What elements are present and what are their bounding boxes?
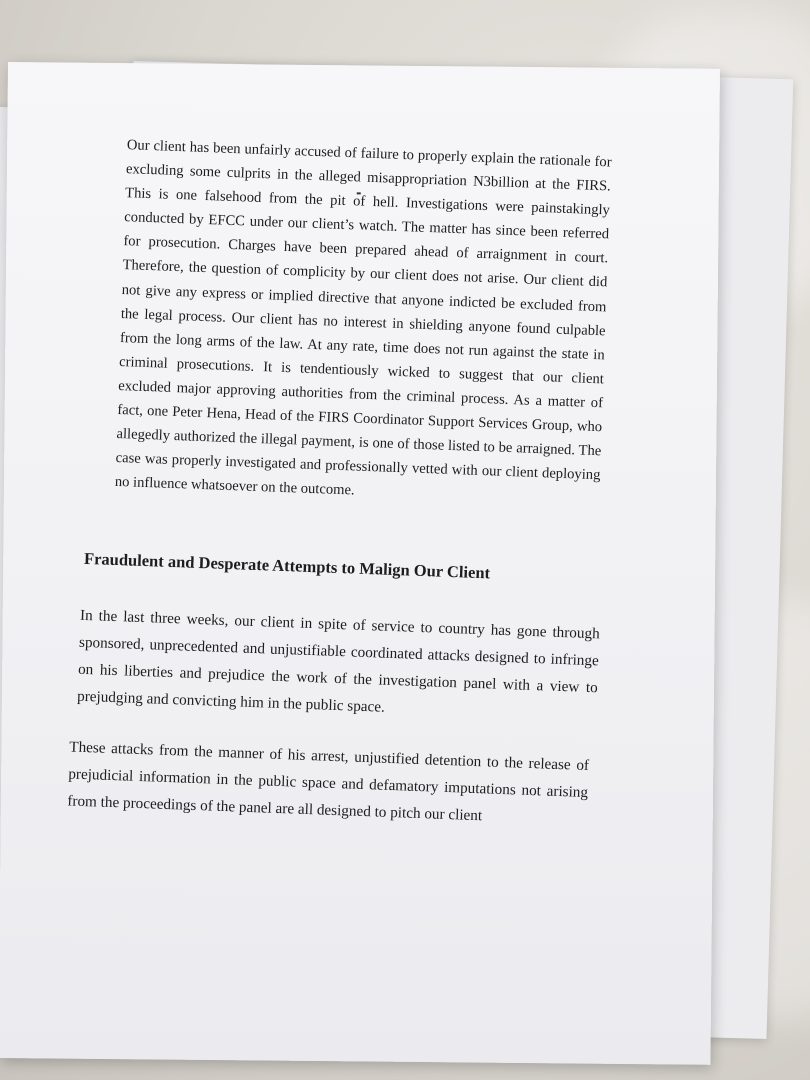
body-paragraph: In the last three weeks, our client in spite of service to country has gone through sponsored, unprecedented and unjustifiable coordinated attacks designed to infringe on his liberties and prejudice the work of the investigation panel with a view to prejudging and convicting him in the public space.	[76, 606, 601, 716]
document-page	[0, 62, 720, 1065]
section-heading: Fraudulent and Desperate Attempts to Malign Our Client	[83, 549, 491, 583]
body-paragraph: These attacks from the manner of his arrest, unjustified detention to the release of prejudicial information in the public space and defamatory imputations not arising from the proceedings of the panel are all designed to pitch our client	[67, 737, 590, 824]
body-paragraph: Our client has been unfairly accused of failure to properly explain the rationale for excluding some culprits in the alleged misappropriation N3billion at the FIRS. This is one falsehood from the pit of hell. Investigations were painstakingly conducted by EFCC under our client’s watch. The matter has since been referred for prosecution. Charges have been prepared ahead of arraignment in court. Therefore, the question of complicity by our client does not arise. Our client did not give any express or implied directive that anyone indicted be excluded from the legal process. Our client has no interest in shielding anyone found culpable from the long arms of the law. At any rate, time does not run against the state in criminal prosecutions. It is tendentiously wicked to suggest that our client excluded major approving authorities from the criminal process. As a matter of fact, one Peter Hena, Head of the FIRS Coordinator Support Services Group, who allegedly authorized the illegal payment, is one of those listed to be arraigned. The case was properly investigated and professionally vetted with our client deploying no influence whatsoever on the outcome.	[114, 137, 612, 499]
document-body	[67, 133, 612, 832]
